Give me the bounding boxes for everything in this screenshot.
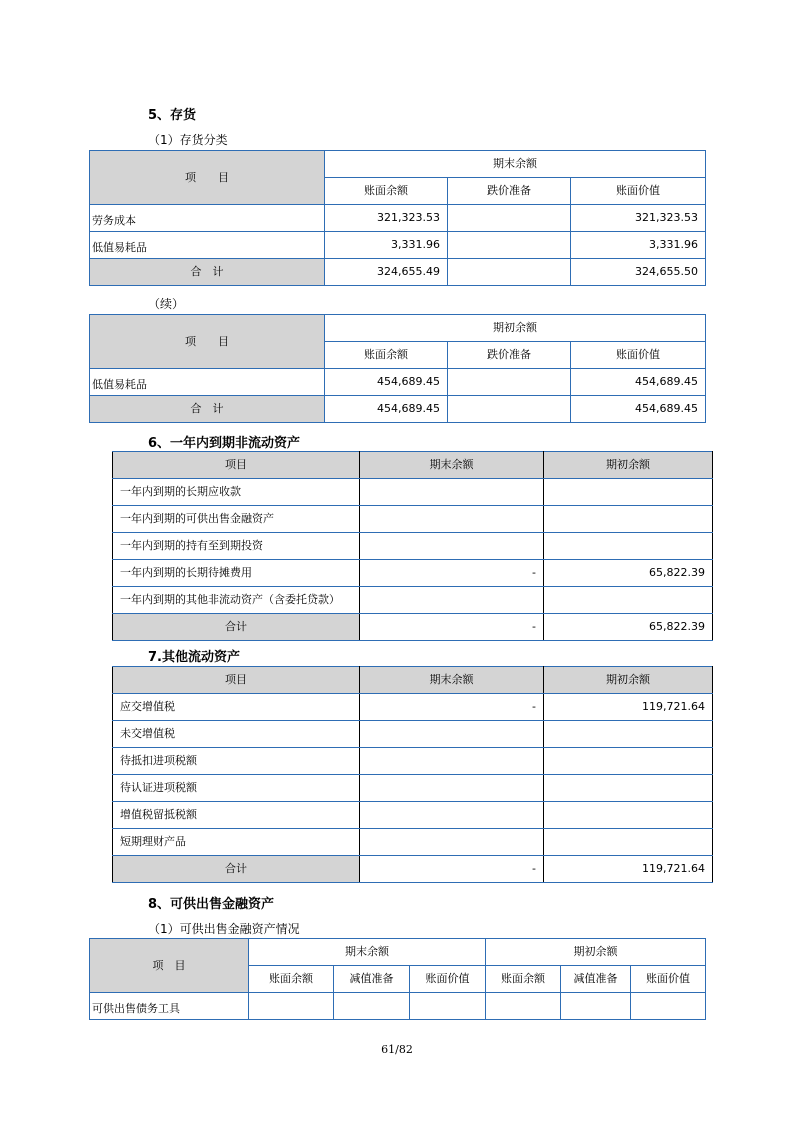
group-header: 期初余额 bbox=[325, 315, 706, 342]
cell: 324,655.50 bbox=[571, 259, 706, 286]
other-current-assets-table bbox=[112, 666, 713, 883]
cell: 119,721.64 bbox=[544, 694, 713, 721]
col-header: 账面价值 bbox=[571, 342, 706, 369]
row-name: 未交增值税 bbox=[113, 721, 360, 748]
row-name: 低值易耗品 bbox=[90, 232, 325, 259]
row-name: 低值易耗品 bbox=[90, 369, 325, 396]
row-name: 一年内到期的可供出售金融资产 bbox=[113, 506, 360, 533]
cell: 3,331.96 bbox=[325, 232, 448, 259]
col-header: 账面余额 bbox=[486, 966, 561, 993]
total-label: 合计 bbox=[113, 856, 360, 883]
continued-label: （续） bbox=[148, 297, 185, 311]
row-name: 应交增值税 bbox=[113, 694, 360, 721]
col-header: 账面价值 bbox=[410, 966, 486, 993]
col-header: 跌价准备 bbox=[448, 178, 571, 205]
row-name: 待认证进项税额 bbox=[113, 775, 360, 802]
inventory-table-begin bbox=[89, 314, 706, 423]
page-number: 61/82 bbox=[381, 1043, 413, 1056]
table-row bbox=[113, 587, 713, 614]
total-label: 合 计 bbox=[90, 259, 325, 286]
cell: 454,689.45 bbox=[571, 396, 706, 423]
cell bbox=[360, 748, 544, 775]
cell bbox=[544, 748, 713, 775]
row-name: 待抵扣进项税额 bbox=[113, 748, 360, 775]
cell bbox=[631, 993, 706, 1020]
section5-subtitle: （1）存货分类 bbox=[148, 133, 228, 147]
cell: 321,323.53 bbox=[325, 205, 448, 232]
table-row bbox=[90, 232, 706, 259]
cell bbox=[448, 259, 571, 286]
col-header: 期初余额 bbox=[544, 667, 713, 694]
table-row bbox=[113, 748, 713, 775]
col-header: 期初余额 bbox=[544, 452, 713, 479]
col-header: 减值准备 bbox=[561, 966, 631, 993]
total-row bbox=[113, 614, 713, 641]
cell bbox=[360, 587, 544, 614]
table-row bbox=[113, 694, 713, 721]
cell bbox=[360, 533, 544, 560]
section7-title: 7.其他流动资产 bbox=[148, 650, 240, 665]
cell: 321,323.53 bbox=[571, 205, 706, 232]
total-label: 合 计 bbox=[90, 396, 325, 423]
col-header: 账面余额 bbox=[249, 966, 334, 993]
cell bbox=[448, 232, 571, 259]
table-row bbox=[113, 479, 713, 506]
table-row bbox=[113, 775, 713, 802]
col-header: 账面余额 bbox=[325, 178, 448, 205]
row-name: 一年内到期的其他非流动资产（含委托贷款） bbox=[113, 587, 360, 614]
cell: - bbox=[360, 856, 544, 883]
group-header: 期初余额 bbox=[486, 939, 706, 966]
cell: - bbox=[360, 614, 544, 641]
row-name: 一年内到期的长期待摊费用 bbox=[113, 560, 360, 587]
cell bbox=[544, 829, 713, 856]
cell bbox=[448, 205, 571, 232]
row-name: 一年内到期的长期应收款 bbox=[113, 479, 360, 506]
col-header: 账面余额 bbox=[325, 342, 448, 369]
item-header: 项 目 bbox=[90, 151, 325, 205]
cell bbox=[544, 479, 713, 506]
section8-title: 8、可供出售金融资产 bbox=[148, 897, 275, 912]
item-header: 项 目 bbox=[90, 315, 325, 369]
section5-title: 5、存货 bbox=[148, 108, 197, 123]
table-row bbox=[90, 205, 706, 232]
table-row bbox=[90, 369, 706, 396]
cell bbox=[360, 506, 544, 533]
row-name: 劳务成本 bbox=[90, 205, 325, 232]
col-header: 账面价值 bbox=[631, 966, 706, 993]
cell bbox=[360, 829, 544, 856]
section6-title: 6、一年内到期非流动资产 bbox=[148, 436, 301, 451]
table-row bbox=[113, 533, 713, 560]
cell: 119,721.64 bbox=[544, 856, 713, 883]
col-header: 账面价值 bbox=[571, 178, 706, 205]
cell bbox=[249, 993, 334, 1020]
cell: 65,822.39 bbox=[544, 560, 713, 587]
section8-subtitle: （1）可供出售金融资产情况 bbox=[148, 922, 300, 936]
cell bbox=[544, 775, 713, 802]
total-row bbox=[90, 259, 706, 286]
col-header: 期末余额 bbox=[360, 667, 544, 694]
row-name: 增值税留抵税额 bbox=[113, 802, 360, 829]
table-row bbox=[113, 829, 713, 856]
row-name: 短期理财产品 bbox=[113, 829, 360, 856]
table-row bbox=[113, 506, 713, 533]
cell bbox=[360, 802, 544, 829]
cell bbox=[448, 369, 571, 396]
table-row bbox=[90, 993, 706, 1020]
cell: 454,689.45 bbox=[325, 369, 448, 396]
cell bbox=[334, 993, 410, 1020]
col-header: 跌价准备 bbox=[448, 342, 571, 369]
cell bbox=[544, 533, 713, 560]
table-row bbox=[113, 560, 713, 587]
total-row bbox=[90, 396, 706, 423]
cell bbox=[544, 587, 713, 614]
cell: 324,655.49 bbox=[325, 259, 448, 286]
cell: 454,689.45 bbox=[325, 396, 448, 423]
cell bbox=[448, 396, 571, 423]
item-header: 项 目 bbox=[90, 939, 249, 993]
cell bbox=[486, 993, 561, 1020]
table-row bbox=[113, 802, 713, 829]
col-header: 项目 bbox=[113, 667, 360, 694]
cell bbox=[360, 775, 544, 802]
total-row bbox=[113, 856, 713, 883]
cell: 65,822.39 bbox=[544, 614, 713, 641]
cell bbox=[561, 993, 631, 1020]
group-header: 期末余额 bbox=[325, 151, 706, 178]
col-header: 期末余额 bbox=[360, 452, 544, 479]
cell bbox=[544, 721, 713, 748]
cell: - bbox=[360, 694, 544, 721]
table-row bbox=[113, 721, 713, 748]
cell: 454,689.45 bbox=[571, 369, 706, 396]
cell bbox=[544, 802, 713, 829]
cell: 3,331.96 bbox=[571, 232, 706, 259]
noncurrent-assets-due-table bbox=[112, 451, 713, 641]
afs-financial-assets-table bbox=[89, 938, 706, 1020]
col-header: 项目 bbox=[113, 452, 360, 479]
cell bbox=[410, 993, 486, 1020]
group-header: 期末余额 bbox=[249, 939, 486, 966]
cell bbox=[360, 721, 544, 748]
row-name: 可供出售债务工具 bbox=[90, 993, 249, 1020]
col-header: 减值准备 bbox=[334, 966, 410, 993]
total-label: 合计 bbox=[113, 614, 360, 641]
cell: - bbox=[360, 560, 544, 587]
cell bbox=[544, 506, 713, 533]
inventory-table-end bbox=[89, 150, 706, 286]
cell bbox=[360, 479, 544, 506]
row-name: 一年内到期的持有至到期投资 bbox=[113, 533, 360, 560]
